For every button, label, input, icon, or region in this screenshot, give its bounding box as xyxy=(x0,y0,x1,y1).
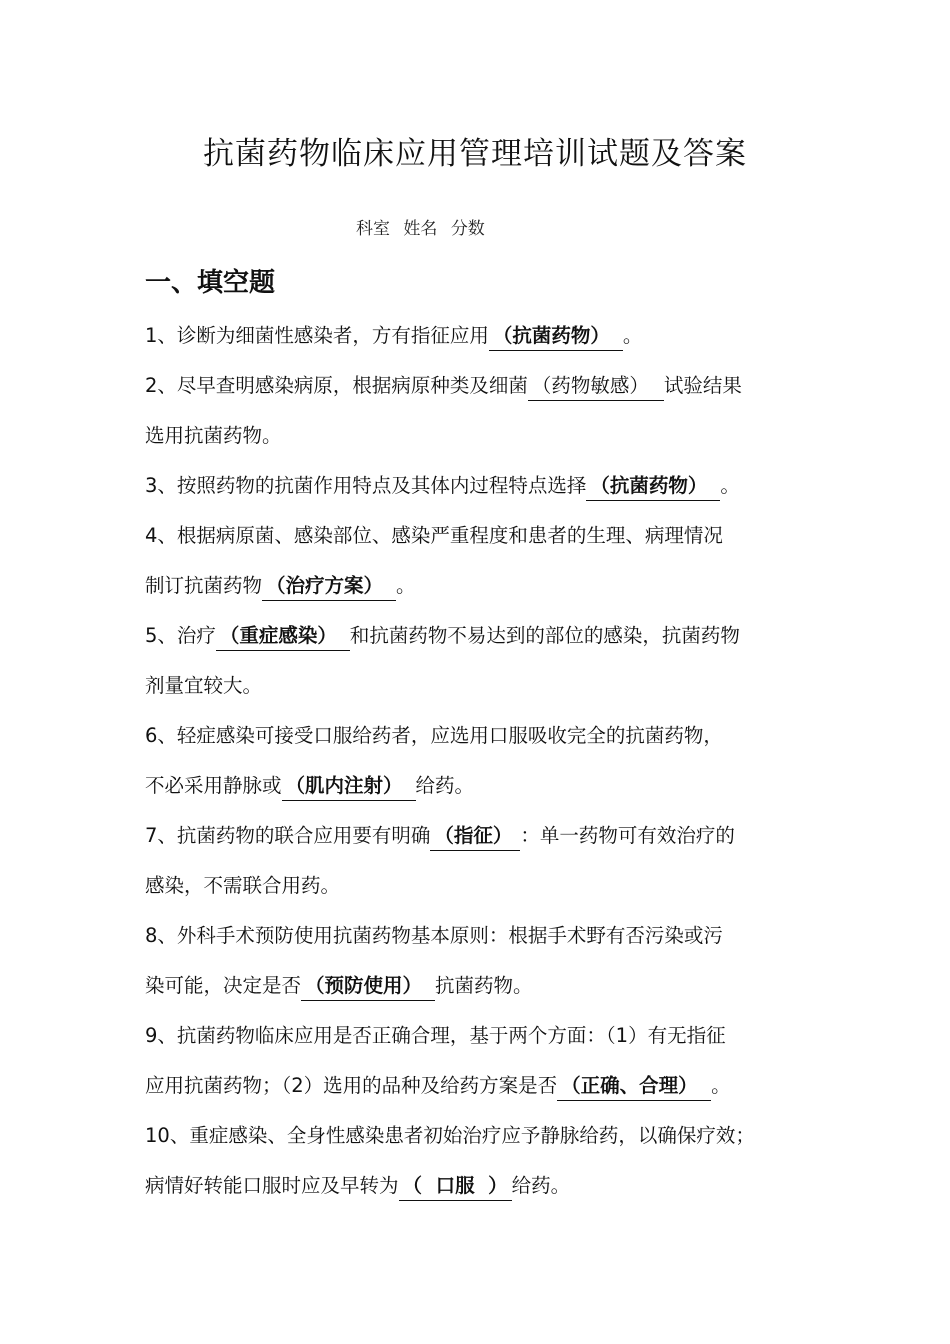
question-text: 1、诊断为细菌性感染者，方有指征应用 xyxy=(145,324,489,347)
page-title: 抗菌药物临床应用管理培训试题及答案 xyxy=(203,136,747,172)
question-4-continued xyxy=(145,570,416,601)
question-10-continued xyxy=(145,1170,570,1201)
department-label: 科室 xyxy=(356,219,390,239)
question-text: 5、治疗 xyxy=(145,624,216,647)
question-5-continued: 剂量宜较大。 xyxy=(145,674,263,697)
question-9-continued xyxy=(145,1070,731,1101)
question-text: 和抗菌药物不易达到的部位的感染，抗菌药物 xyxy=(349,624,740,647)
question-1 xyxy=(145,320,642,351)
answer-blank: （ 口服 ） xyxy=(399,1173,512,1201)
question-2 xyxy=(145,370,742,401)
question-text: 3、按照药物的抗菌作用特点及其体内过程特点选择 xyxy=(145,474,587,497)
question-6-continued xyxy=(145,770,474,801)
answer-blank: （肌内注射） xyxy=(282,773,416,801)
answer-blank: （抗菌药物） xyxy=(586,473,720,501)
question-text: 病情好转能口服时应及早转为 xyxy=(145,1174,399,1197)
answer-blank: （指征） xyxy=(430,823,520,851)
question-5 xyxy=(145,620,740,651)
answer-blank: （重症感染） xyxy=(216,623,350,651)
question-text: 。 xyxy=(622,324,643,347)
question-7 xyxy=(145,820,735,851)
question-text: 给药。 xyxy=(511,1174,571,1197)
question-text: 。 xyxy=(711,1074,731,1097)
question-2-continued: 选用抗菌药物。 xyxy=(145,424,282,447)
question-text: 染可能，决定是否 xyxy=(145,974,302,997)
score-label: 分数 xyxy=(450,219,485,239)
question-text: 不必采用静脉或 xyxy=(145,774,282,797)
question-7-continued: 感染，不需联合用药。 xyxy=(145,874,341,897)
answer-blank: （正确、合理） xyxy=(557,1073,711,1101)
name-label: 姓名 xyxy=(403,219,438,239)
answer-blank: （抗菌药物） xyxy=(489,323,623,351)
question-text: 2、尽早查明感染病原，根据病原种类及细菌 xyxy=(145,374,528,397)
question-text: 抗菌药物。 xyxy=(435,974,533,997)
question-4: 4、根据病原菌、感染部位、感染严重程度和患者的生理、病理情况 xyxy=(145,524,723,547)
question-text: ：单一药物可有效治疗的 xyxy=(520,824,735,847)
question-text: 。 xyxy=(720,474,740,497)
question-text: 应用抗菌药物；（2）选用的品种及给药方案是否 xyxy=(145,1074,558,1097)
answer-blank: （预防使用） xyxy=(301,973,435,1001)
question-text: 7、抗菌药物的联合应用要有明确 xyxy=(145,824,431,847)
question-9: 9、抗菌药物临床应用是否正确合理，基于两个方面：（1）有无指征 xyxy=(145,1024,726,1047)
header-fields xyxy=(356,214,493,239)
question-6: 6、轻症感染可接受口服给药者，应选用口服吸收完全的抗菌药物， xyxy=(145,724,723,747)
question-text: 试验结果 xyxy=(663,374,742,397)
answer-blank: （治疗方案） xyxy=(262,573,396,601)
question-10: 10、重症感染、全身性感染患者初始治疗应予静脉给药，以确保疗效； xyxy=(145,1124,755,1147)
question-text: 给药。 xyxy=(415,774,475,797)
question-text: 。 xyxy=(396,574,416,597)
question-8-continued xyxy=(145,970,533,1001)
question-text: 制订抗菌药物 xyxy=(145,574,263,597)
answer-blank: （药物敏感） xyxy=(528,373,664,401)
section-title: 一、填空题 xyxy=(145,268,276,298)
question-3 xyxy=(145,470,740,501)
question-8: 8、外科手术预防使用抗菌药物基本原则：根据手术野有否污染或污 xyxy=(145,924,723,947)
